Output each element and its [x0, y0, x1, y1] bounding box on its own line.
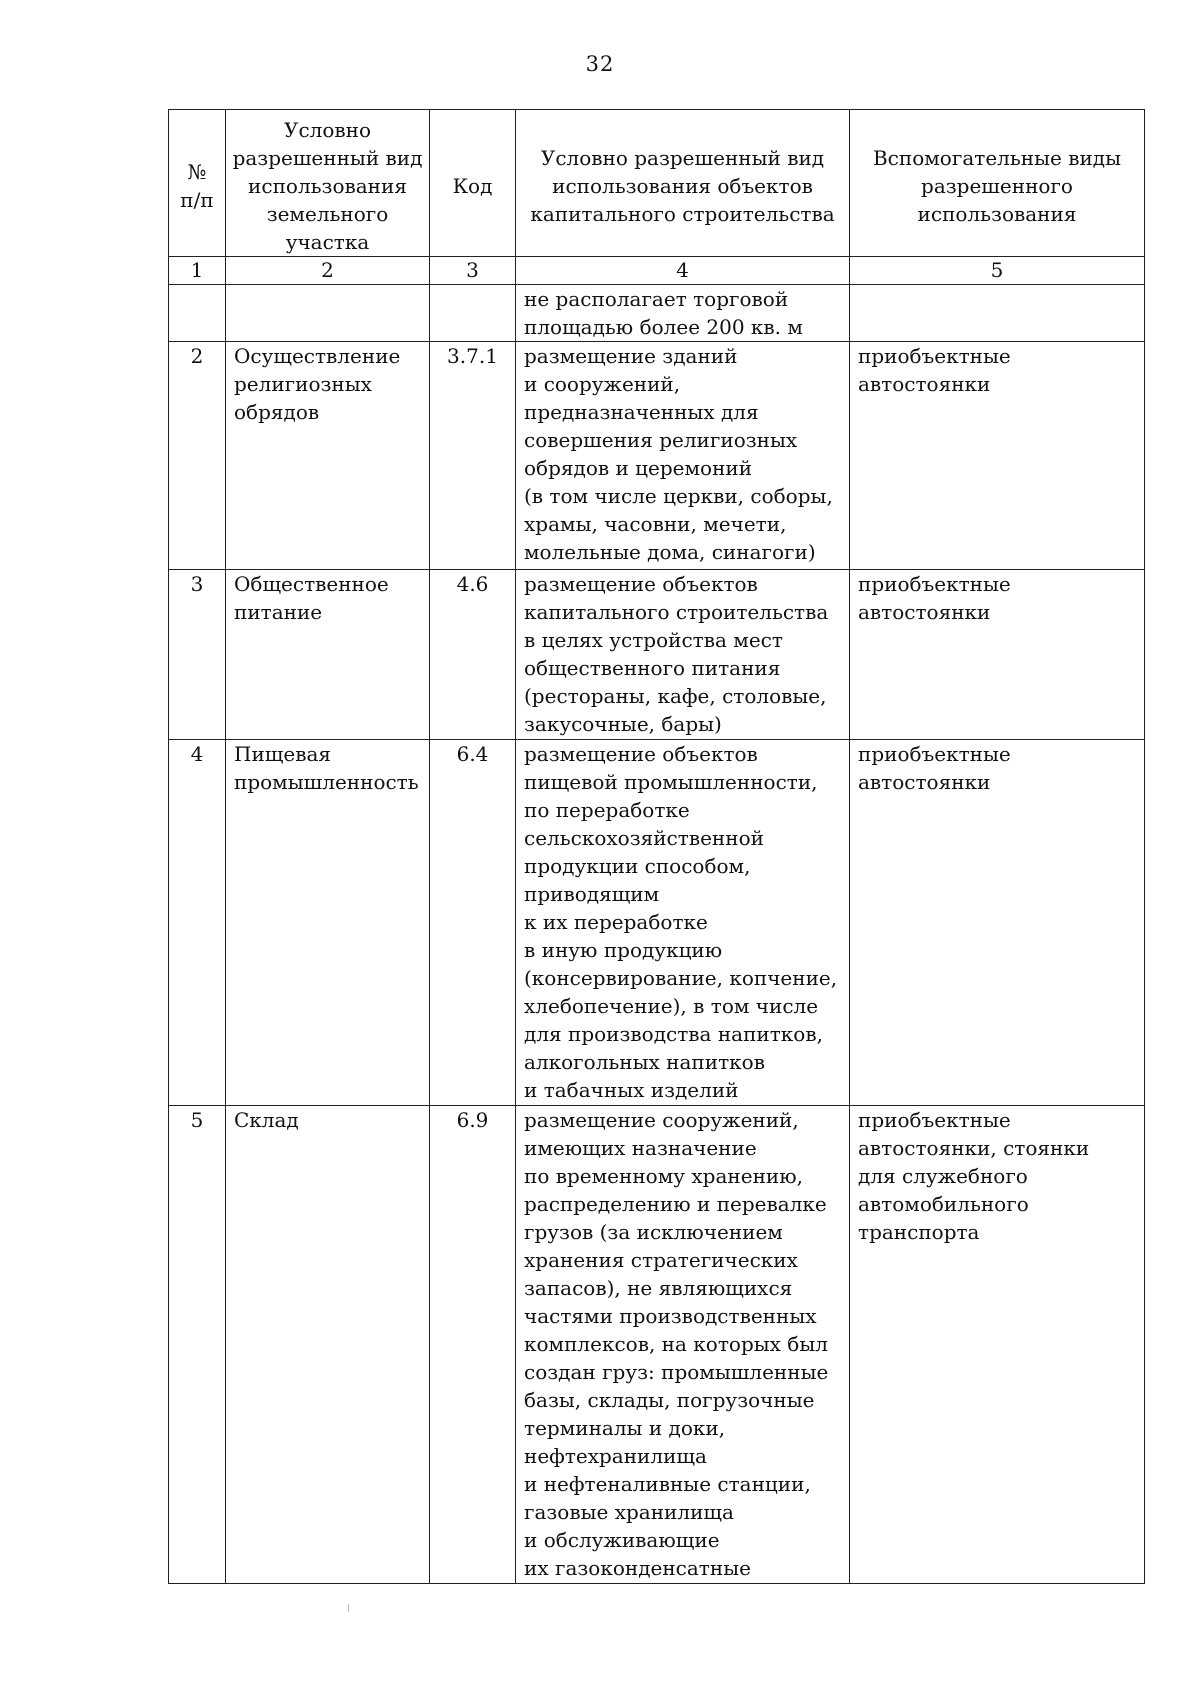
row-auxiliary — [850, 285, 1145, 342]
row-land-use-type: Осуществление религиозных обрядов — [226, 342, 430, 570]
row-code: 6.4 — [430, 740, 516, 1106]
header-number: № п/п — [169, 110, 226, 257]
header-land-use-type: Условно разрешенный вид использования земельного участка — [226, 110, 430, 257]
table-row-continuation — [169, 285, 1145, 342]
row-description: размещение объектов капитального строительства в целях устройства мест общественного питания (рестораны, кафе, столовые, закусочные, бары) — [516, 570, 850, 740]
header-construction-use-type: Условно разрешенный вид использования объектов капитального строительства — [516, 110, 850, 257]
row-land-use-type: Общественное питание — [226, 570, 430, 740]
row-auxiliary: приобъектные автостоянки, стоянки для служебного автомобильного транспорта — [850, 1106, 1145, 1584]
row-code: 3.7.1 — [430, 342, 516, 570]
header-code: Код — [430, 110, 516, 257]
row-code: 4.6 — [430, 570, 516, 740]
page-number: 32 — [585, 52, 615, 76]
scan-artifact — [348, 1604, 349, 1612]
row-number — [169, 285, 226, 342]
row-auxiliary: приобъектные автостоянки — [850, 342, 1145, 570]
table-row — [169, 740, 1145, 1106]
row-land-use-type — [226, 285, 430, 342]
table-row — [169, 342, 1145, 570]
row-number: 4 — [169, 740, 226, 1106]
header-auxiliary-use: Вспомогательные виды разрешенного использования — [850, 110, 1145, 257]
row-land-use-type: Пищевая промышленность — [226, 740, 430, 1106]
row-number: 2 — [169, 342, 226, 570]
row-number: 5 — [169, 1106, 226, 1584]
table-row — [169, 570, 1145, 740]
row-auxiliary: приобъектные автостоянки — [850, 570, 1145, 740]
row-code — [430, 285, 516, 342]
column-number: 5 — [850, 257, 1145, 285]
column-number: 1 — [169, 257, 226, 285]
table-row — [169, 1106, 1145, 1584]
header-row — [169, 110, 1145, 257]
row-auxiliary: приобъектные автостоянки — [850, 740, 1145, 1106]
column-number: 2 — [226, 257, 430, 285]
column-number: 3 — [430, 257, 516, 285]
row-code: 6.9 — [430, 1106, 516, 1584]
land-use-table — [168, 109, 1145, 1584]
row-land-use-type: Склад — [226, 1106, 430, 1584]
row-description: не располагает торговой площадью более 200 кв. м — [516, 285, 850, 342]
row-description: размещение зданий и сооружений, предназначенных для совершения религиозных обрядов и церемоний (в том числе церкви, соборы, храмы, часовни, мечети, молельные дома, синагоги) — [516, 342, 850, 570]
row-description: размещение сооружений, имеющих назначение по временному хранению, распределению и перевалке грузов (за исключением хранения стратегических запасов), не являющихся частями производственных комплексов, на которых был создан груз: промышленные базы, склады, погрузочные терминалы и доки, нефтехранилища и нефтеналивные станции, газовые хранилища и обслуживающие их газоконденсатные — [516, 1106, 850, 1584]
column-number-row — [169, 257, 1145, 285]
row-number: 3 — [169, 570, 226, 740]
column-number: 4 — [516, 257, 850, 285]
row-description: размещение объектов пищевой промышленности, по переработке сельскохозяйственной продукции способом, приводящим к их переработке в иную продукцию (консервирование, копчение, хлебопечение), в том числе для производства напитков, алкогольных напитков и табачных изделий — [516, 740, 850, 1106]
